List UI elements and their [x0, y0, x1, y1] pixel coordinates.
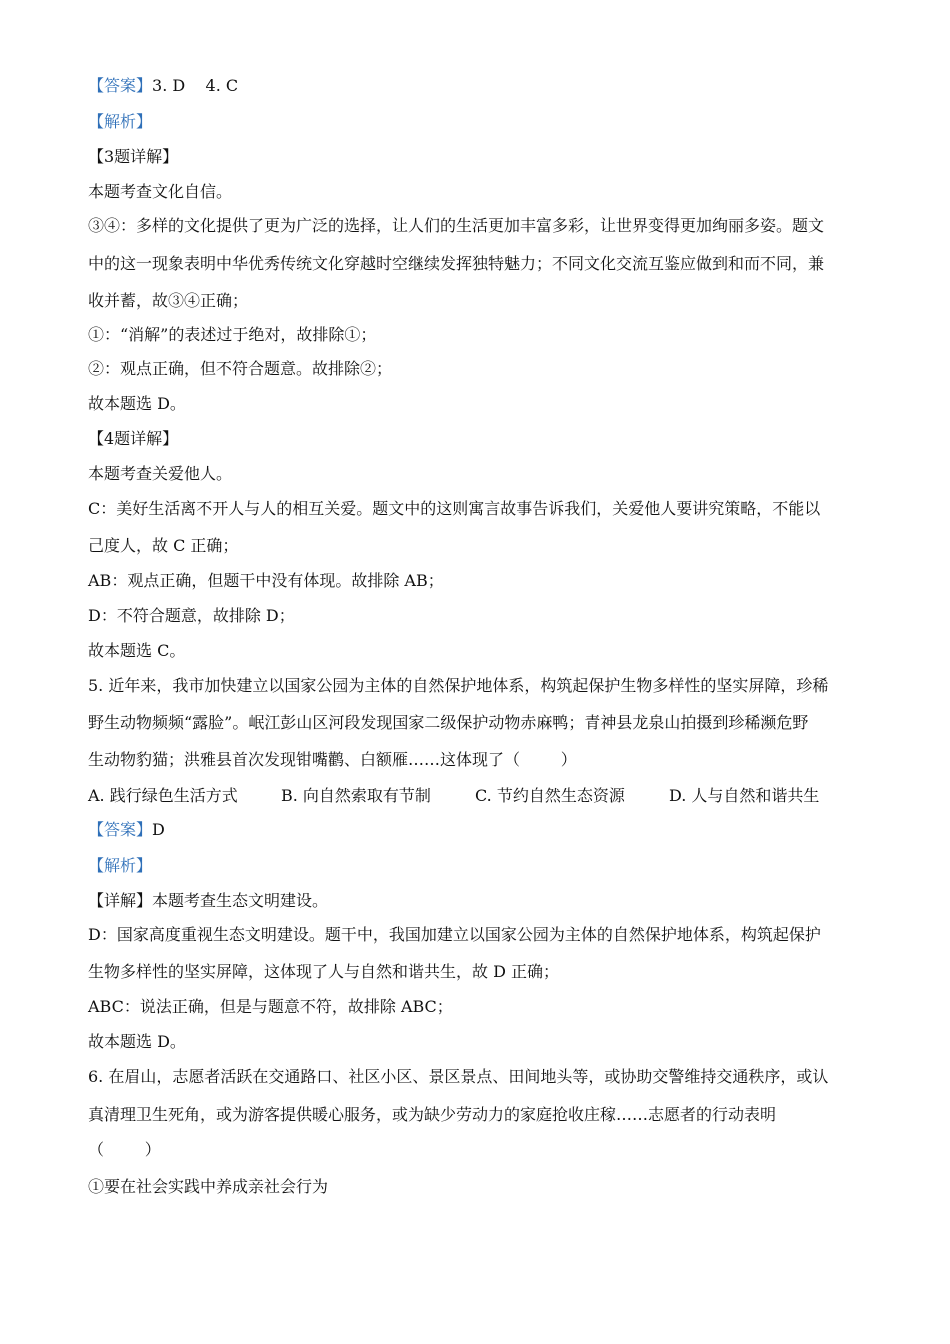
q3-line: 中的这一现象表明中华优秀传统文化穿越时空继续发挥独特魅力；不同文化交流互鉴应做到和而不同，兼 [88, 254, 825, 273]
q3-line: 收并蓄，故③④正确； [88, 291, 249, 310]
q6-stem-line: 6. 在眉山，志愿者活跃在交通路口、社区小区、景区景点、田间地头等，或协助交警维持交通秩序，或认 [88, 1067, 829, 1086]
q5-stem-line: 5. 近年来，我市加快建立以国家公园为主体的自然保护地体系，构筑起保护生物多样性的坚实屏障，珍稀 [88, 676, 829, 695]
q34-answer-line [88, 76, 238, 96]
q4-line: D：不符合题意，故排除 D； [88, 606, 295, 625]
answer-tag: 【答案】 [88, 76, 153, 95]
q4-line: 本题考查关爱他人。 [88, 464, 233, 483]
option-c: C. 节约自然生态资源 [475, 786, 625, 805]
q5-detail-line: D：国家高度重视生态文明建设。题干中，我国加建立以国家公园为主体的自然保护地体系，构筑起保护 [88, 925, 821, 944]
option-d: D. 人与自然和谐共生 [669, 786, 820, 805]
q5-detail-line: 故本题选 D。 [88, 1032, 186, 1051]
answer-text: 3. D 4. C [152, 76, 239, 95]
q5-stem-line: 生动物豹猫；洪雅县首次发现钳嘴鹳、白额雁……这体现了（ ） [88, 750, 577, 769]
q3-line: ③④：多样的文化提供了更为广泛的选择，让人们的生活更加丰富多彩，让世界变得更加绚丽多姿。题文 [88, 216, 825, 235]
q3-line: 本题考查文化自信。 [88, 182, 233, 201]
q3-heading: 【3题详解】 [88, 147, 179, 166]
q4-line: C：美好生活离不开人与人的相互关爱。题文中的这则寓言故事告诉我们，关爱他人要讲究策略，不能以 [88, 499, 821, 518]
q4-line: AB：观点正确，但题干中没有体现。故排除 AB； [88, 571, 444, 590]
q4-heading: 【4题详解】 [88, 429, 179, 448]
q5-answer-line [88, 820, 165, 840]
answer-text: D [152, 820, 165, 839]
q5-detail-line: 生物多样性的坚实屏障，这体现了人与自然和谐共生，故 D 正确； [88, 962, 560, 981]
q3-line: ①：“消解”的表述过于绝对，故排除①； [88, 325, 377, 344]
option-a: A. 践行绿色生活方式 [88, 786, 238, 805]
q3-line: 故本题选 D。 [88, 394, 186, 413]
q6-option-line: ①要在社会实践中养成亲社会行为 [88, 1177, 329, 1196]
option-b: B. 向自然索取有节制 [281, 786, 431, 805]
answer-tag: 【答案】 [88, 820, 153, 839]
q3-line: ②：观点正确，但不符合题意。故排除②； [88, 359, 393, 378]
q5-stem-line: 野生动物频频“露脸”。岷江彭山区河段发现国家二级保护动物赤麻鸭；青神县龙泉山拍摄到珍稀濒危野 [88, 713, 809, 732]
q5-detail-line: ABC：说法正确，但是与题意不符，故排除 ABC； [88, 997, 453, 1016]
analysis-tag: 【解析】 [88, 112, 153, 131]
q6-stem-line: 真清理卫生死角，或为游客提供暖心服务，或为缺少劳动力的家庭抢收庄稼……志愿者的行动表明 [88, 1105, 777, 1124]
q4-line: 故本题选 C。 [88, 641, 186, 660]
q5-detail-line: 【详解】本题考查生态文明建设。 [88, 891, 329, 910]
analysis-tag: 【解析】 [88, 856, 153, 875]
q4-line: 己度人，故 C 正确； [88, 536, 239, 555]
q6-stem-line: （ ） [88, 1140, 161, 1159]
